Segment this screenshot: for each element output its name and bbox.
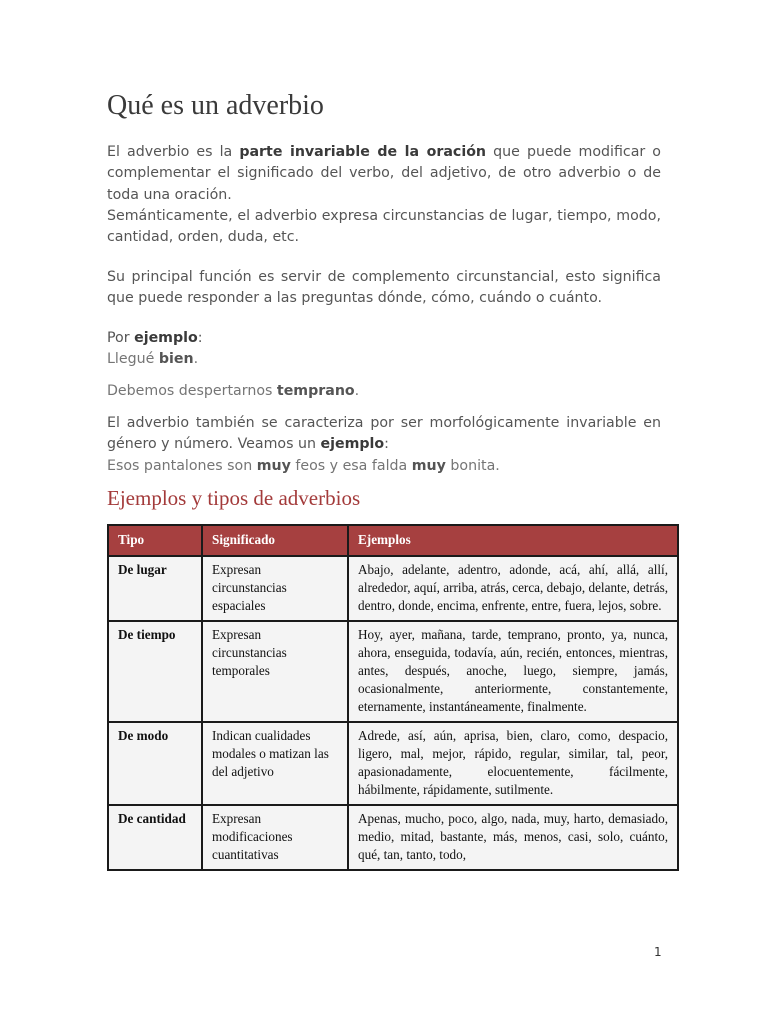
cell-significado: Indican cualidades modales o matizan las del adjetivo xyxy=(202,722,348,805)
table-header-row xyxy=(108,525,678,556)
cell-ejemplos: Hoy, ayer, mañana, tarde, temprano, pronto, ya, nunca, ahora, enseguida, todavía, aún, recién, entonces, mientras, antes, después, anoche, luego, siempre, jamás, ocasionalmente, anteriormente, constantemente, eternamente, instantáneamente, finalmente. xyxy=(348,621,678,722)
intro-text-start: El adverbio es la xyxy=(107,144,240,160)
cell-tipo: De cantidad xyxy=(108,805,202,870)
header-ejemplos: Ejemplos xyxy=(348,525,678,556)
semantics-text: Semánticamente, el adverbio expresa circunstancias de lugar, tiempo, modo, cantidad, orden, duda, etc. xyxy=(107,207,661,246)
header-tipo: Tipo xyxy=(108,525,202,556)
cell-tipo: De tiempo xyxy=(108,621,202,722)
example-sentence-start: Llegué xyxy=(107,351,159,368)
example-sentence xyxy=(107,351,198,367)
table-row xyxy=(108,621,678,722)
cell-tipo: De modo xyxy=(108,722,202,805)
example-intro-bold: ejemplo xyxy=(134,330,198,346)
invariable-example xyxy=(107,458,500,474)
cell-ejemplos: Adrede, así, aún, aprisa, bien, claro, como, despacio, ligero, mal, mejor, rápido, regular, similar, tal, peor, apasionadamente, elocuentemente, fácilmente, hábilmente, rápidamente, sutilmente. xyxy=(348,722,678,805)
invariable-paragraph xyxy=(107,413,661,477)
intro-paragraph xyxy=(107,142,661,248)
example-sentence-end: . xyxy=(193,351,199,368)
intro-bold-phrase: parte invariable de la oración xyxy=(239,144,487,160)
function-paragraph: Su principal función es servir de complemento circunstancial, esto significa que puede responder a las preguntas dónde, cómo, cuándo o cuánto. xyxy=(107,269,661,307)
invariable-example-part1: Esos pantalones son xyxy=(107,457,257,474)
header-significado: Significado xyxy=(202,525,348,556)
table-row xyxy=(108,556,678,621)
example-intro-end: : xyxy=(197,330,203,346)
cell-significado: Expresan circunstancias espaciales xyxy=(202,556,348,621)
invariable-example-part2: feos y esa falda xyxy=(290,457,412,474)
adverb-types-table xyxy=(107,524,679,871)
invariable-example-part3: bonita. xyxy=(445,457,500,474)
cell-significado: Expresan circunstancias temporales xyxy=(202,621,348,722)
cell-ejemplos: Apenas, mucho, poco, algo, nada, muy, harto, demasiado, medio, mitad, bastante, más, menos, casi, solo, cuánto, qué, tan, tanto, todo, xyxy=(348,805,678,870)
example-sentence-bold: bien xyxy=(158,351,194,368)
table-row xyxy=(108,805,678,870)
intro-text-end: que puede modificar o complementar el significado del verbo, del adjetivo, de otro adverbio o de toda una oración. xyxy=(107,144,661,203)
example2-paragraph xyxy=(107,381,661,402)
invariable-example-bold2: muy xyxy=(411,457,446,474)
example-intro-start: Por xyxy=(107,330,135,346)
invariable-text: El adverbio también se caracteriza por ser morfológicamente invariable en género y número. Veamos un xyxy=(107,415,661,453)
example2-end: . xyxy=(354,383,360,399)
cell-tipo: De lugar xyxy=(108,556,202,621)
page-title: Qué es un adverbio xyxy=(107,90,324,121)
section-title: Ejemplos y tipos de adverbios xyxy=(107,486,361,510)
example-paragraph xyxy=(107,328,661,371)
invariable-bold: ejemplo xyxy=(320,436,385,453)
example2-bold: temprano xyxy=(276,383,355,399)
cell-significado: Expresan modificaciones cuantitativas xyxy=(202,805,348,870)
invariable-text-end: : xyxy=(384,436,389,453)
invariable-example-bold1: muy xyxy=(256,457,291,474)
table-row xyxy=(108,722,678,805)
page-number: 1 xyxy=(654,945,662,959)
cell-ejemplos: Abajo, adelante, adentro, adonde, acá, ahí, allá, allí, alrededor, aquí, arriba, atrás, cerca, debajo, delante, detrás, dentro, donde, encima, enfrente, entre, fuera, lejos, sobre. xyxy=(348,556,678,621)
example2-start: Debemos despertarnos xyxy=(107,383,277,399)
